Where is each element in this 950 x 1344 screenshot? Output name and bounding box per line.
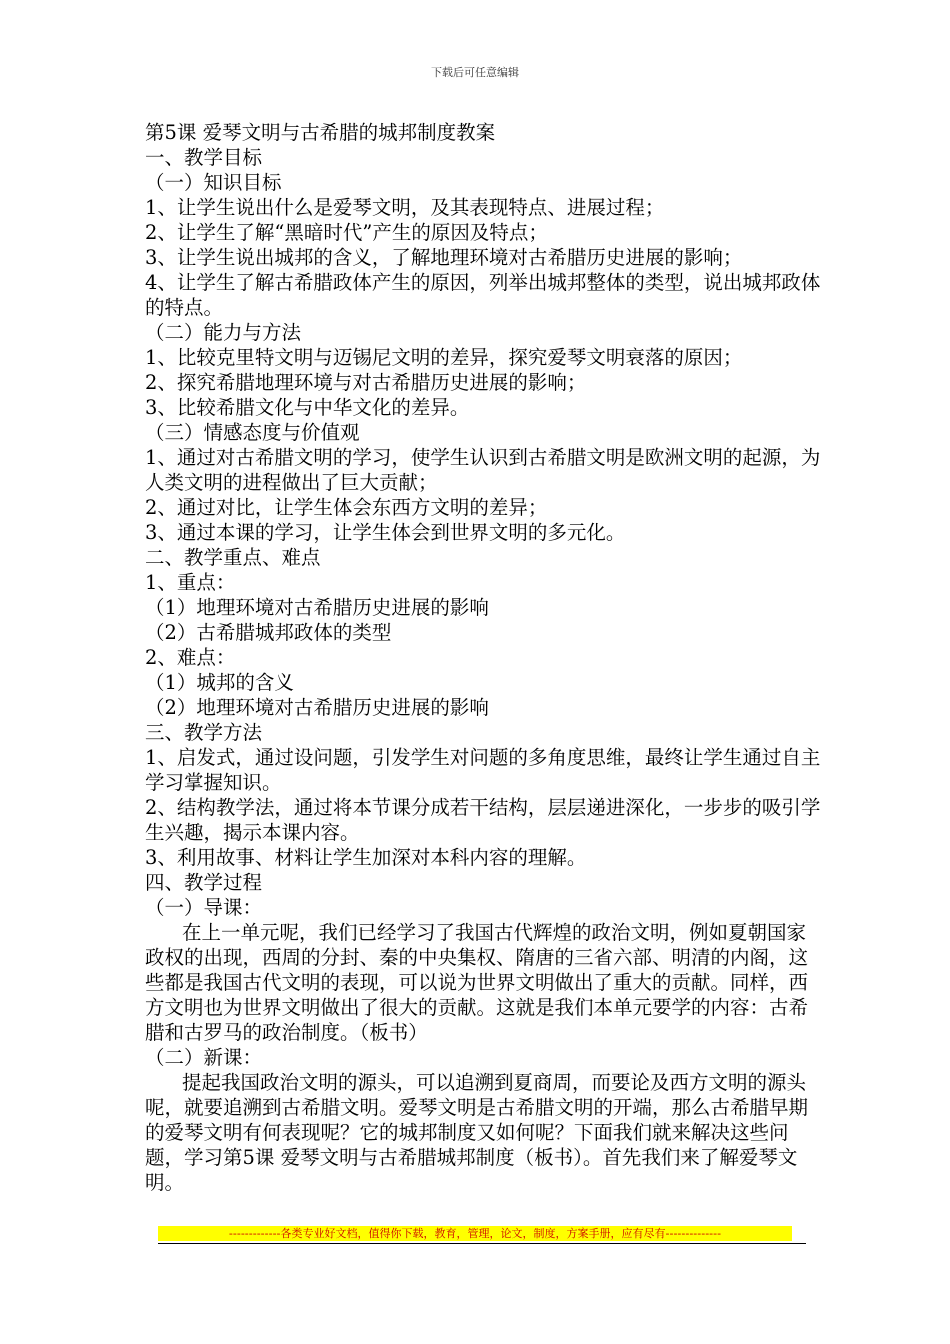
text-line: 2、难点： — [145, 646, 236, 669]
text-line: 1、通过对古希腊文明的学习，使学生认识到古希腊文明是欧洲文明的起源，为人类文明的进程做出了巨大贡献； — [145, 446, 821, 494]
text-line: 在上一单元呢，我们已经学习了我国古代辉煌的政治文明，例如夏朝国家政权的出现，西周的分封、秦的中央集权、隋唐的三省六部、明清的内阁，这些都是我国古代文明的表现，可以说为世界文明做出了重大的贡献。同样，西方文明也为世界文明做出了很大的贡献。这就是我们本单元要学的内容：古希腊和古罗马的政治制度。（板书） — [145, 921, 809, 1044]
text-line: 1、让学生说出什么是爱琴文明，及其表现特点、进展过程； — [145, 196, 665, 219]
document-title: 第5课 爱琴文明与古希腊的城邦制度教案 — [145, 121, 496, 144]
text-line: 1、启发式，通过设问题，引发学生对问题的多角度思维，最终让学生通过自主学习掌握知识。 — [145, 746, 821, 794]
text-line: 三、教学方法 — [145, 721, 263, 744]
text-line: 1、比较克里特文明与迈锡尼文明的差异，探究爱琴文明衰落的原因； — [145, 346, 743, 369]
text-line: 3、比较希腊文化与中华文化的差异。 — [145, 396, 470, 419]
text-line: 四、教学过程 — [145, 871, 263, 894]
text-line: 2、探究希腊地理环境与对古希腊历史进展的影响； — [145, 371, 587, 394]
text-line: （二）能力与方法 — [145, 321, 302, 344]
text-line: 2、通过对比，让学生体会东西方文明的差异； — [145, 496, 548, 519]
text-line: 提起我国政治文明的源头，可以追溯到夏商周，而要论及西方文明的源头呢，就要追溯到古希腊文明。爱琴文明是古希腊文明的开端，那么古希腊早期的爱琴文明有何表现呢？它的城邦制度又如何呢？下面我们就来解决这些问题，学习第5课 爱琴文明与古希腊城邦制度（板书）。首先我们来了解爱琴文明。 — [145, 1071, 809, 1194]
text-line: （二）新课： — [145, 1046, 263, 1069]
text-line: （2）地理环境对古希腊历史进展的影响 — [145, 696, 489, 719]
text-line: 3、通过本课的学习，让学生体会到世界文明的多元化。 — [145, 521, 626, 544]
text-line: 一、教学目标 — [145, 146, 263, 169]
header-note: 下载后可任意编辑 — [431, 66, 519, 79]
text-line: 1、重点： — [145, 571, 236, 594]
text-line: （一）知识目标 — [145, 171, 282, 194]
text-line: 二、教学重点、难点 — [145, 546, 321, 569]
text-line: （1）城邦的含义 — [145, 671, 294, 694]
text-line: 2、让学生了解“黑暗时代”产生的原因及特点； — [145, 221, 548, 244]
document-body — [145, 120, 825, 1195]
text-line: （一）导课： — [145, 896, 263, 919]
footer-divider — [158, 1243, 806, 1244]
footer-banner: -------------各类专业好文档，值得你下载，教育，管理，论文，制度，方案手册，应有尽有-------------- — [158, 1226, 792, 1241]
text-line: 3、让学生说出城邦的含义，了解地理环境对古希腊历史进展的影响； — [145, 246, 743, 269]
text-line: 4、让学生了解古希腊政体产生的原因，列举出城邦整体的类型，说出城邦政体的特点。 — [145, 271, 821, 319]
text-line: （三）情感态度与价值观 — [145, 421, 360, 444]
text-line: （1）地理环境对古希腊历史进展的影响 — [145, 596, 489, 619]
text-line: 2、结构教学法，通过将本节课分成若干结构，层层递进深化，一步步的吸引学生兴趣，揭示本课内容。 — [145, 796, 821, 844]
text-line: （2）古希腊城邦政体的类型 — [145, 621, 392, 644]
text-line: 3、利用故事、材料让学生加深对本科内容的理解。 — [145, 846, 587, 869]
